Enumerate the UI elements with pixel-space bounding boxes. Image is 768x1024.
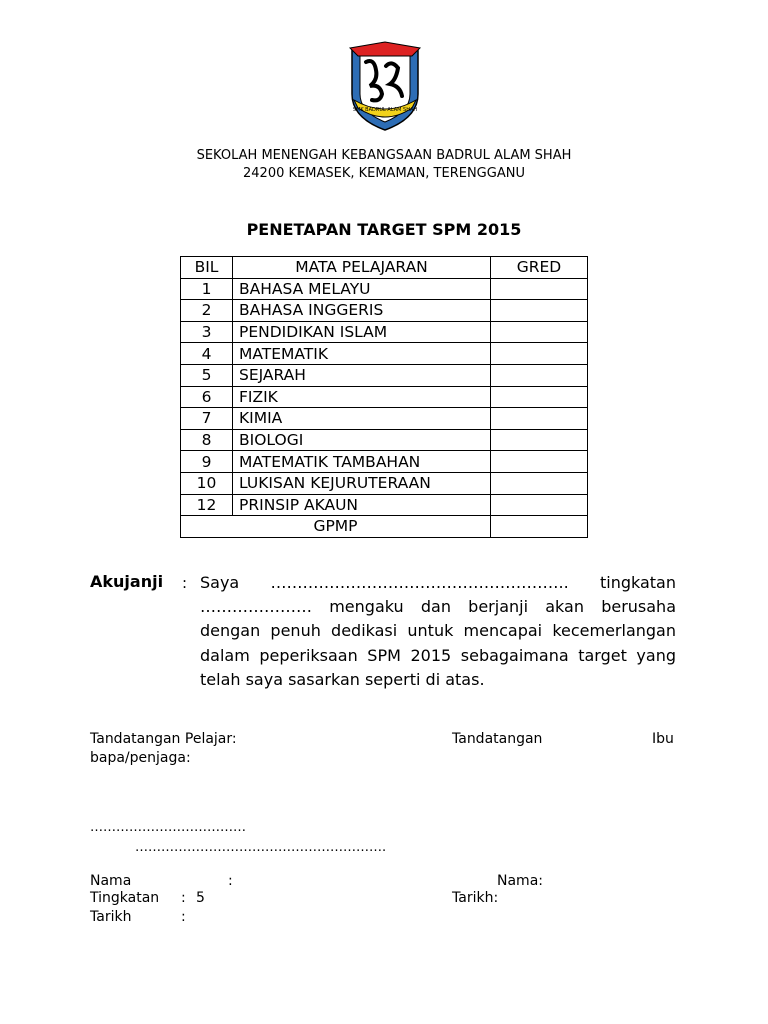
subject-name: KIMIA (233, 408, 491, 430)
subject-name: LUKISAN KEJURUTERAAN (233, 472, 491, 494)
student-signature-label: Tandatangan Pelajar: (90, 731, 237, 747)
gpmp-label: GPMP (181, 516, 491, 538)
subject-target-table (180, 256, 588, 538)
header-bil: BIL (181, 257, 233, 279)
pledge-label: Akujanji (90, 572, 164, 591)
table-row (181, 386, 588, 408)
row-number: 8 (181, 429, 233, 451)
subject-name: PRINSIP AKAUN (233, 494, 491, 516)
school-address: 24200 KEMASEK, KEMAMAN, TERENGGANU (243, 166, 525, 181)
header-grade: GRED (491, 257, 588, 279)
subject-name: MATEMATIK (233, 343, 491, 365)
row-number: 6 (181, 386, 233, 408)
grade-cell[interactable] (491, 494, 588, 516)
svg-text:SMK BADRUL ALAM SHAH: SMK BADRUL ALAM SHAH (352, 107, 418, 113)
student-signature-line[interactable]: ……………………………… (90, 820, 246, 835)
table-row (181, 494, 588, 516)
subject-name: MATEMATIK TAMBAHAN (233, 451, 491, 473)
grade-cell[interactable] (491, 364, 588, 386)
table-header-row (181, 257, 588, 279)
row-number: 2 (181, 300, 233, 322)
grade-cell[interactable] (491, 472, 588, 494)
subject-name: FIZIK (233, 386, 491, 408)
student-name-label: Nama (90, 873, 132, 889)
table-row (181, 429, 588, 451)
grade-cell[interactable] (491, 408, 588, 430)
table-row (181, 321, 588, 343)
table-row (181, 472, 588, 494)
table-row (181, 278, 588, 300)
student-form-value: 5 (196, 890, 205, 906)
grade-cell[interactable] (491, 300, 588, 322)
row-number: 5 (181, 364, 233, 386)
gpmp-grade-cell[interactable] (491, 516, 588, 538)
grade-cell[interactable] (491, 278, 588, 300)
table-row (181, 364, 588, 386)
parent-signature-label-continued: bapa/penjaga: (90, 750, 191, 766)
pledge-colon: : (182, 574, 188, 592)
school-crest-logo (346, 40, 424, 132)
row-number: 12 (181, 494, 233, 516)
subject-name: BIOLOGI (233, 429, 491, 451)
row-number: 10 (181, 472, 233, 494)
student-date-label: Tarikh (90, 909, 132, 925)
student-form-label: Tingkatan (90, 890, 160, 906)
parent-signature-label-ibu: Ibu (652, 731, 674, 747)
subject-name: PENDIDIKAN ISLAM (233, 321, 491, 343)
row-number: 7 (181, 408, 233, 430)
row-number: 9 (181, 451, 233, 473)
parent-signature-line[interactable]: …………………………………………………. (135, 840, 387, 855)
table-row (181, 408, 588, 430)
table-row (181, 300, 588, 322)
row-number: 4 (181, 343, 233, 365)
table-row (181, 451, 588, 473)
grade-cell[interactable] (491, 343, 588, 365)
subject-name: BAHASA INGGERIS (233, 300, 491, 322)
row-number: 1 (181, 278, 233, 300)
school-name: SEKOLAH MENENGAH KEBANGSAAN BADRUL ALAM SHAH (196, 148, 572, 163)
parent-signature-label: Tandatangan (452, 731, 543, 747)
grade-cell[interactable] (491, 451, 588, 473)
table-footer-row (181, 516, 588, 538)
subject-name: BAHASA MELAYU (233, 278, 491, 300)
header-subject: MATA PELAJARAN (233, 257, 491, 279)
parent-name-label: Nama: (497, 873, 543, 889)
document-title: PENETAPAN TARGET SPM 2015 (246, 220, 522, 239)
grade-cell[interactable] (491, 321, 588, 343)
grade-cell[interactable] (491, 429, 588, 451)
student-form-colon: : (181, 890, 186, 906)
subject-name: SEJARAH (233, 364, 491, 386)
table-row (181, 343, 588, 365)
row-number: 3 (181, 321, 233, 343)
grade-cell[interactable] (491, 386, 588, 408)
pledge-text: Saya ……………………………………………….. tingkatan ………………… mengaku dan berjanji akan berusaha dengan penuh dedikasi untuk mencapai kecemerlangan dalam peperiksaan SPM 2015 sebagaimana target yang telah saya sasarkan seperti di atas. (200, 573, 676, 689)
parent-date-label: Tarikh: (452, 890, 499, 906)
student-date-colon: : (181, 909, 186, 925)
student-name-colon: : (228, 873, 233, 889)
